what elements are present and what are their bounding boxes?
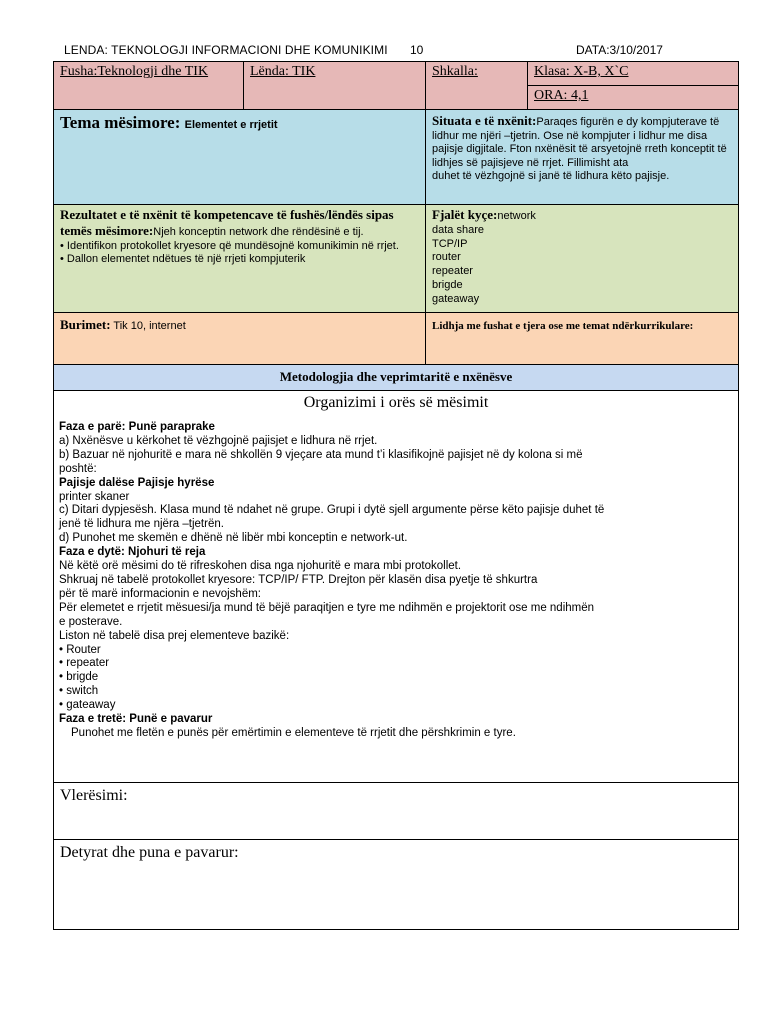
body-line: jenë të lidhura me njëra –tjetrën.: [59, 518, 224, 531]
keyword: router: [432, 251, 461, 264]
rezultatet-bullet: • Identifikon protokollet kryesore që mundësojnë komunikimin në rrjet.: [60, 239, 399, 252]
rezultatet-label: Rezultatet e të nxënit të kompetencave të fushës/lëndës sipas temës mësimore:: [60, 207, 394, 238]
body-line: poshtë:: [59, 462, 97, 475]
shkalla-label: Shkalla:: [432, 64, 478, 79]
body-line: e posterave.: [59, 615, 123, 628]
body-line: Punohet me fletën e punës për emërtimin e elementeve të rrjetit dhe përshkrimin e tyre.: [71, 726, 516, 739]
body-line: d) Punohet me skemën e dhënë në libër mbi konceptin e network-ut.: [59, 532, 408, 545]
tema-row: [54, 110, 738, 205]
burimet-text: Tik 10, internet: [113, 320, 186, 332]
phase-heading: Faza e tretë: Punë e pavarur: [59, 713, 213, 726]
lidhja-cell: [426, 313, 738, 364]
list-item: • repeater: [59, 657, 110, 670]
detyrat-row: [54, 840, 738, 929]
organizimi-body: [59, 421, 734, 741]
body-line: Shkruaj në tabelë protokollet kryesore: TCP/IP/ FTP. Drejton për klasën disa pyetje të shkurtra: [59, 573, 538, 586]
rezultatet-cell: [54, 205, 426, 312]
situata-label: Situata e të nxënit:: [432, 113, 537, 128]
list-item: • gateaway: [59, 699, 116, 712]
keyword: brigde: [432, 278, 463, 291]
keyword: TCP/IP: [432, 237, 468, 250]
body-line: b) Bazuar në njohuritë e mara në shkollën 9 vjeçare ata mund t’i klasifikojnë pajisjet në dy kolona si më: [59, 448, 583, 461]
body-line: c) Ditari dypjesësh. Klasa mund të ndahet në grupe. Grupi i dytë sjell argumente përse këto pajisje duhet të: [59, 504, 605, 517]
fjalet-cell: [426, 205, 738, 312]
body-line: Liston në tabelë disa prej elementeve bazikë:: [59, 629, 290, 642]
body-line: Për elemetet e rrjetit mësuesi/ja mund të bëjë paraqitjen e tyre me ndihmën e projektorit ose me ndihmën: [59, 601, 595, 614]
organizimi-row: [54, 391, 738, 783]
tema-heading: [60, 113, 278, 133]
rezultatet-row: [54, 205, 738, 313]
situata-text-block: [432, 114, 732, 184]
fjalet-label: Fjalët kyçe:: [432, 207, 498, 222]
date-label: DATA:3/10/2017: [576, 43, 663, 57]
keyword: network: [497, 210, 536, 222]
lidhja-text: Lidhja me fushat e tjera ose me temat ndërkurrikulare:: [432, 320, 694, 332]
list-item: • switch: [59, 685, 99, 698]
shkalla-cell: [426, 62, 528, 109]
situata-text: Paraqes figurën e dy kompjuterave të lidhur me njëri –tjetrin. Ose në kompjuter i lidhur me disa pajisje digjitale. Fton nxënësit të arsyetojnë rreth konceptit të lidhjes së pajisjeve në rrjet. Fillimisht ata: [432, 116, 727, 169]
situata-last-line: duhet të vëzhgojnë si janë të lidhura këto pajisje.: [432, 170, 670, 183]
detyrat-heading: Detyrat dhe puna e pavarur:: [60, 844, 239, 861]
fusha-cell: [54, 62, 244, 109]
tema-label: Tema mësimore:: [60, 113, 181, 132]
rezultatet-bullet: • Dallon elementet ndëtues të një rrjeti kompjuterik: [60, 253, 306, 266]
lenda-cell: [244, 62, 426, 109]
phase-heading: Faza e dytë: Njohuri të reja: [59, 546, 206, 559]
klasa-cell: [528, 62, 738, 109]
phase-heading: Faza e parë: Punë paraprake: [59, 421, 215, 433]
vleresimi-heading: Vlerësimi:: [60, 787, 128, 804]
keyword: data share: [432, 223, 484, 236]
vleresimi-row: [54, 783, 738, 840]
keyword: gateaway: [432, 292, 480, 305]
organizimi-title: Organizimi i orës së mësimit: [303, 394, 489, 411]
rezultatet-text-block: [60, 208, 421, 267]
body-line: për të marë informacionin e nevojshëm:: [59, 587, 261, 600]
fjalet-text-block: [432, 208, 734, 307]
document-header: [64, 43, 738, 59]
burimet-label: Burimet:: [60, 317, 111, 332]
grade-number: 10: [410, 43, 424, 57]
tema-cell: [54, 110, 426, 204]
burimet-text-block: [60, 317, 186, 333]
subject-heading: LENDA: TEKNOLOGJI INFORMACIONI DHE KOMUNIKIMI: [64, 43, 388, 57]
fusha-label: Fusha:Teknologji dhe TIK: [60, 64, 209, 79]
lesson-plan-table: [53, 61, 739, 930]
burimet-row: [54, 313, 738, 365]
cell-divider: [528, 85, 738, 86]
list-item: • Router: [59, 643, 101, 656]
lenda-label: Lënda: TIK: [250, 64, 316, 79]
burimet-cell: [54, 313, 426, 364]
info-row: [54, 62, 738, 110]
ora-label: ORA: 4,1: [534, 88, 589, 103]
body-line: a) Nxënësve u kërkohet të vëzhgojnë pajisjet e lidhura në rrjet.: [59, 434, 378, 447]
metodologjia-row: [54, 365, 738, 391]
keyword: repeater: [432, 265, 473, 278]
body-line: Pajisje dalëse Pajisje hyrëse: [59, 476, 215, 489]
metodologjia-heading: Metodologjia dhe veprimtaritë e nxënësve: [279, 369, 513, 384]
list-item: • brigde: [59, 671, 99, 684]
body-line: Në këtë orë mësimi do të rifreskohen disa nga njohuritë e mara mbi protokollet.: [59, 560, 462, 573]
situata-cell: [426, 110, 738, 204]
body-line: printer skaner: [59, 490, 130, 503]
klasa-label: Klasa: X-B, X`C: [534, 64, 629, 79]
rezultatet-text: Njeh konceptin network dhe rëndësinë e tij.: [153, 225, 364, 238]
tema-value: Elementet e rrjetit: [184, 119, 278, 131]
